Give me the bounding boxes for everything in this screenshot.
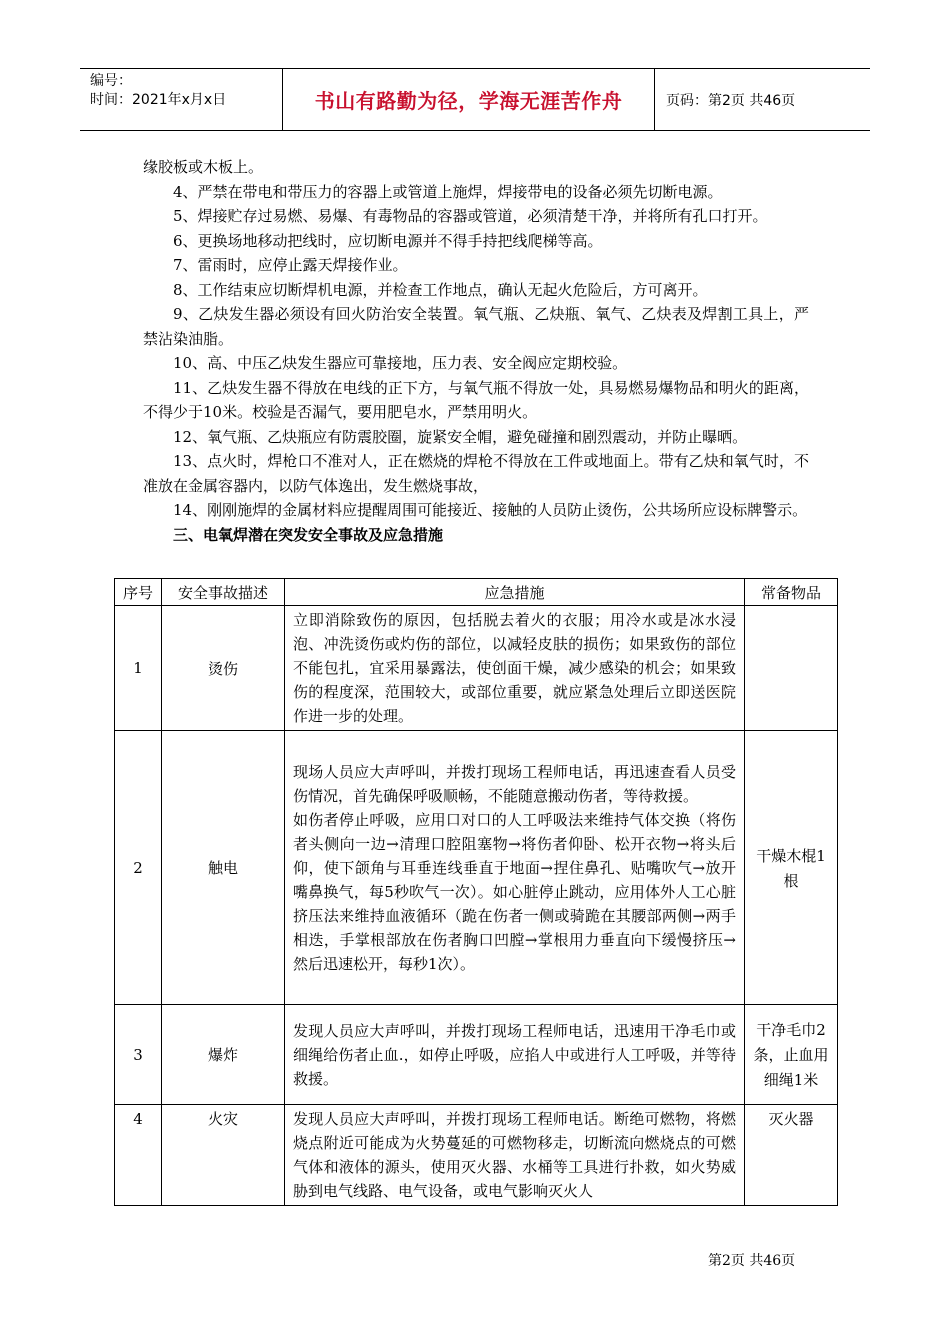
- standby-items: 干燥木棍1根: [745, 731, 838, 1005]
- row-number: 2: [115, 731, 162, 1005]
- paragraph: 14、刚刚施焊的金属材料应提醒周围可能接近、接触的人员防止烫伤，公共场所应设标牌警示。: [173, 501, 808, 519]
- column-header-measures: 应急措施: [285, 579, 745, 606]
- column-header-accident: 安全事故描述: [162, 579, 285, 606]
- measure-text: 立即消除致伤的原因，包括脱去着火的衣服；用冷水或是冰水浸泡、冲洗烫伤或灼伤的部位，以减轻皮肤的损伤；如果致伤的部位不能包扎，宜采用暴露法，使创面干燥，减少感染的机会；如果致伤的程度深，范围较大，或部位重要，就应紧急处理后立即送医院作进一步的处理。: [293, 611, 736, 725]
- emergency-measure: [285, 606, 745, 731]
- paragraph: 6、更换场地移动把线时，应切断电源并不得手持把线爬梯等高。: [173, 231, 603, 250]
- standby-items: 灭火器: [745, 1105, 838, 1206]
- paragraph: 13、点火时，焊枪口不准对人，正在燃烧的焊枪不得放在工件或地面上。带有乙炔和氧气时，不准放在金属容器内，以防气体逸出，发生燃烧事故，: [143, 452, 809, 495]
- standby-items: 干净毛巾2条，止血用细绳1米: [745, 1005, 838, 1105]
- row-number: 1: [115, 606, 162, 731]
- emergency-measure: [285, 1105, 745, 1206]
- table-header-row: [115, 579, 838, 606]
- header-page-info: 页码：第2页 共46页: [666, 92, 796, 109]
- paragraph: 5、焊接贮存过易燃、易爆、有毒物品的容器或管道，必须清楚干净，并将所有孔口打开。: [173, 207, 768, 225]
- emergency-measures-table: [114, 578, 838, 1206]
- accident-type: 烫伤: [162, 606, 285, 731]
- column-header-no: 序号: [115, 579, 162, 606]
- measure-text: 发现人员应大声呼叫，并拨打现场工程师电话。断绝可燃物，将燃烧点附近可能成为火势蔓延的可燃物移走，切断流向燃烧点的可燃气体和液体的源头，使用灭火器、水桶等工具进行扑救，如火势威胁到电气线路、电气设备，或电气影响灭火人: [293, 1110, 736, 1200]
- table-row: [115, 731, 838, 1005]
- header-divider: [654, 69, 655, 130]
- page-footer: 第2页 共46页: [708, 1253, 796, 1269]
- standby-items: [745, 606, 838, 731]
- paragraph: 12、氧气瓶、乙炔瓶应有防震胶圈，旋紧安全帽，避免碰撞和剧烈震动，并防止曝晒。: [173, 427, 748, 446]
- table-row: [115, 1005, 838, 1105]
- column-header-items: 常备物品: [745, 579, 838, 606]
- row-number: 3: [115, 1005, 162, 1105]
- accident-type: 火灾: [162, 1105, 285, 1206]
- emergency-measure: [285, 731, 745, 1005]
- measure-text: 如伤者停止呼吸，应用口对口的人工呼吸法来维持气体交换（将伤者头侧向一边→清理口腔阻塞物→将伤者仰卧、松开衣物→将头后仰，使下颌角与耳垂连线垂直于地面→捏住鼻孔、贴嘴吹气→放开嘴鼻换气，每5秒吹气一次）。如心脏停止跳动，应用体外人工心脏挤压法来维持血液循环（跪在伤者一侧或骑跪在其腰部两侧→两手相迭，手掌根部放在伤者胸口凹膛→掌根用力垂直向下缓慢挤压→然后迅速松开，每秒1次）。: [293, 810, 736, 973]
- measure-text: 现场人员应大声呼叫，并拨打现场工程师电话，再迅速查看人员受伤情况，首先确保呼吸顺畅，不能随意搬动伤者，等待救援。: [293, 762, 736, 805]
- paragraph: 缘胶板或木板上。: [143, 158, 264, 176]
- paragraph: 8、工作结束应切断焊机电源，并检查工作地点，确认无起火危险后，方可离开。: [173, 280, 708, 299]
- header-motto: 书山有路勤为径，学海无涯苦作舟: [314, 89, 623, 113]
- table-row: [115, 606, 838, 731]
- paragraph: 7、雷雨时，应停止露天焊接作业。: [173, 256, 408, 274]
- table-row: [115, 1105, 838, 1206]
- paragraph: 4、严禁在带电和带压力的容器上或管道上施焊，焊接带电的设备必须先切断电源。: [173, 182, 723, 201]
- document-time: 时间：2021年x月x日: [90, 92, 227, 108]
- row-number: 4: [115, 1105, 162, 1206]
- paragraph: 11、乙炔发生器不得放在电线的正下方，与氧气瓶不得放一处，具易燃易爆物品和明火的距离，不得少于10米。校验是否漏气，要用肥皂水，严禁用明火。: [143, 378, 809, 421]
- document-body: [143, 155, 809, 547]
- accident-type: 触电: [162, 731, 285, 1005]
- header-meta: [90, 72, 280, 110]
- document-number-label: 编号：: [90, 73, 132, 89]
- emergency-measure: [285, 1005, 745, 1105]
- section-title: 三、电氧焊潜在突发安全事故及应急措施: [173, 525, 444, 544]
- accident-type: 爆炸: [162, 1005, 285, 1105]
- paragraph: 9、乙炔发生器必须设有回火防治安全装置。氧气瓶、乙炔瓶、氧气、乙炔表及焊割工具上，严禁沾染油脂。: [143, 305, 809, 348]
- page-header: [80, 68, 870, 131]
- paragraph: 10、高、中压乙炔发生器应可靠接地，压力表、安全阀应定期校验。: [173, 354, 628, 372]
- measure-text: 发现人员应大声呼叫，并拨打现场工程师电话，迅速用干净毛巾或细绳给伤者止血.，如停止呼吸，应掐人中或进行人工呼吸，并等待救援。: [293, 1021, 736, 1088]
